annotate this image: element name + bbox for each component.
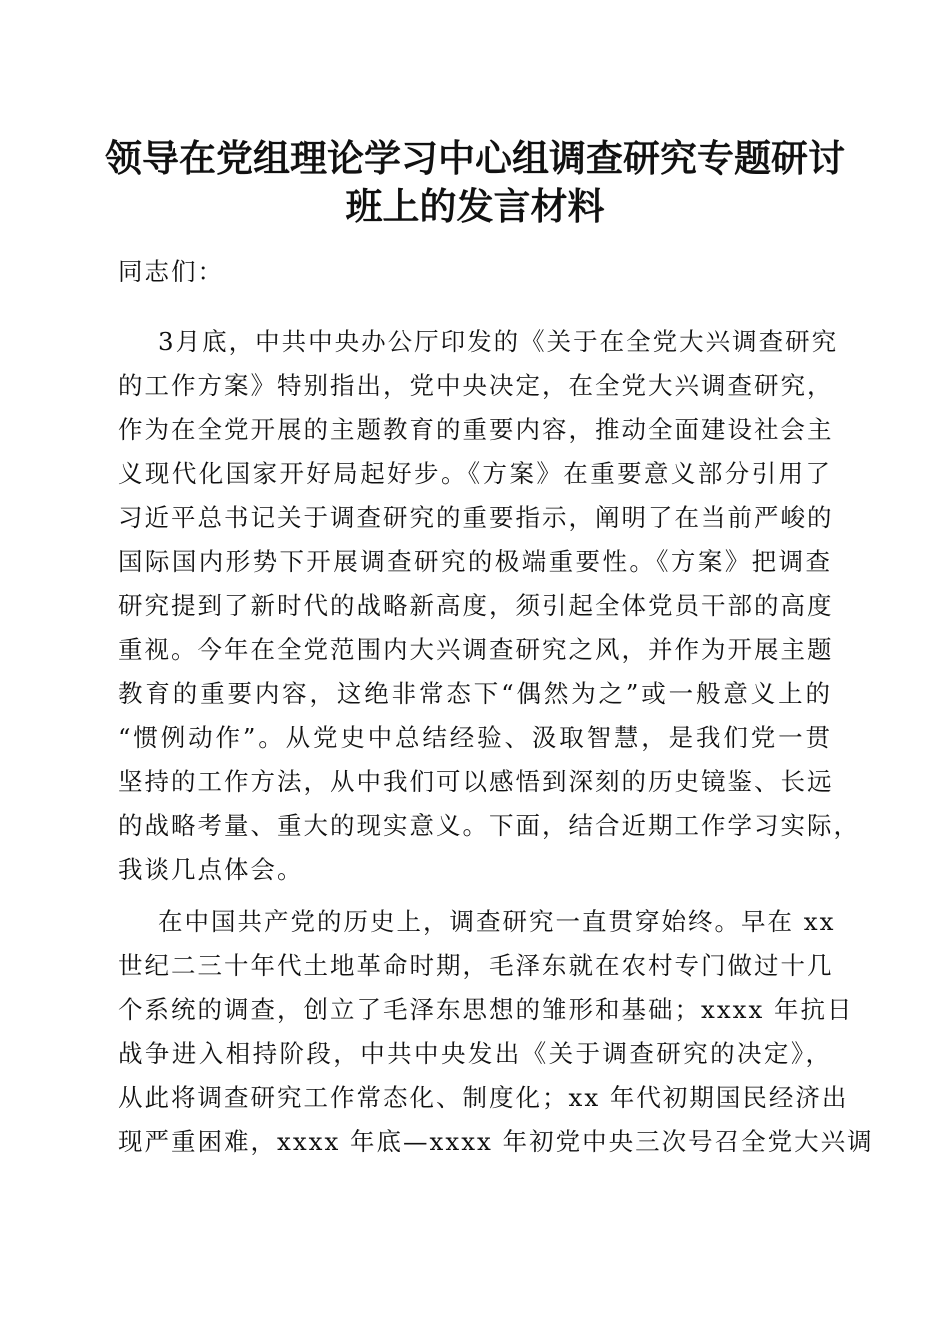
- paragraph-line: 个系统的调查，创立了毛泽东思想的雏形和基础；xxxx 年抗日: [118, 995, 854, 1024]
- paragraph-line: 习近平总书记关于调查研究的重要指示，阐明了在当前严峻的: [118, 503, 834, 532]
- paragraph-line: 从此将调查研究工作常态化、制度化；xx 年代初期国民经济出: [118, 1083, 849, 1112]
- paragraph-line: 研究提到了新时代的战略新高度，须引起全体党员干部的高度: [118, 591, 834, 620]
- paragraph-line: 现严重困难，xxxx 年底—xxxx 年初党中央三次号召全党大兴调: [118, 1127, 874, 1156]
- paragraph-line: “惯例动作”。从党史中总结经验、汲取智慧，是我们党一贯: [118, 723, 832, 752]
- paragraph-line: 3月底，中共中央办公厅印发的《关于在全党大兴调查研究: [158, 327, 839, 356]
- paragraph-line: 的战略考量、重大的现实意义。下面，结合近期工作学习实际，: [118, 811, 860, 840]
- paragraph-line: 战争进入相持阶段，中共中央发出《关于调查研究的决定》，: [118, 1039, 832, 1068]
- paragraph-line: 教育的重要内容，这绝非常态下“偶然为之”或一般意义上的: [118, 679, 832, 708]
- document-title-line-1: 领导在党组理论学习中心组调查研究专题研讨: [105, 136, 845, 180]
- paragraph-line: 重视。今年在全党范围内大兴调查研究之风，并作为开展主题: [118, 635, 834, 664]
- paragraph-line: 我谈几点体会。: [118, 855, 304, 884]
- document-title-line-2: 班上的发言材料: [345, 184, 605, 228]
- salutation: 同志们：: [118, 257, 224, 286]
- paragraph-line: 义现代化国家开好局起好步。《方案》在重要意义部分引用了: [118, 459, 832, 488]
- paragraph-line: 在中国共产党的历史上，调查研究一直贯穿始终。早在 xx: [158, 907, 836, 936]
- paragraph-line: 坚持的工作方法，从中我们可以感悟到深刻的历史镜鉴、长远: [118, 767, 834, 796]
- paragraph-line: 世纪二三十年代土地革命时期，毛泽东就在农村专门做过十几: [118, 951, 834, 980]
- paragraph-line: 的工作方案》特别指出，党中央决定，在全党大兴调查研究，: [118, 371, 834, 400]
- paragraph-line: 作为在全党开展的主题教育的重要内容，推动全面建设社会主: [118, 415, 834, 444]
- paragraph-line: 国际国内形势下开展调查研究的极端重要性。《方案》把调查: [118, 547, 832, 576]
